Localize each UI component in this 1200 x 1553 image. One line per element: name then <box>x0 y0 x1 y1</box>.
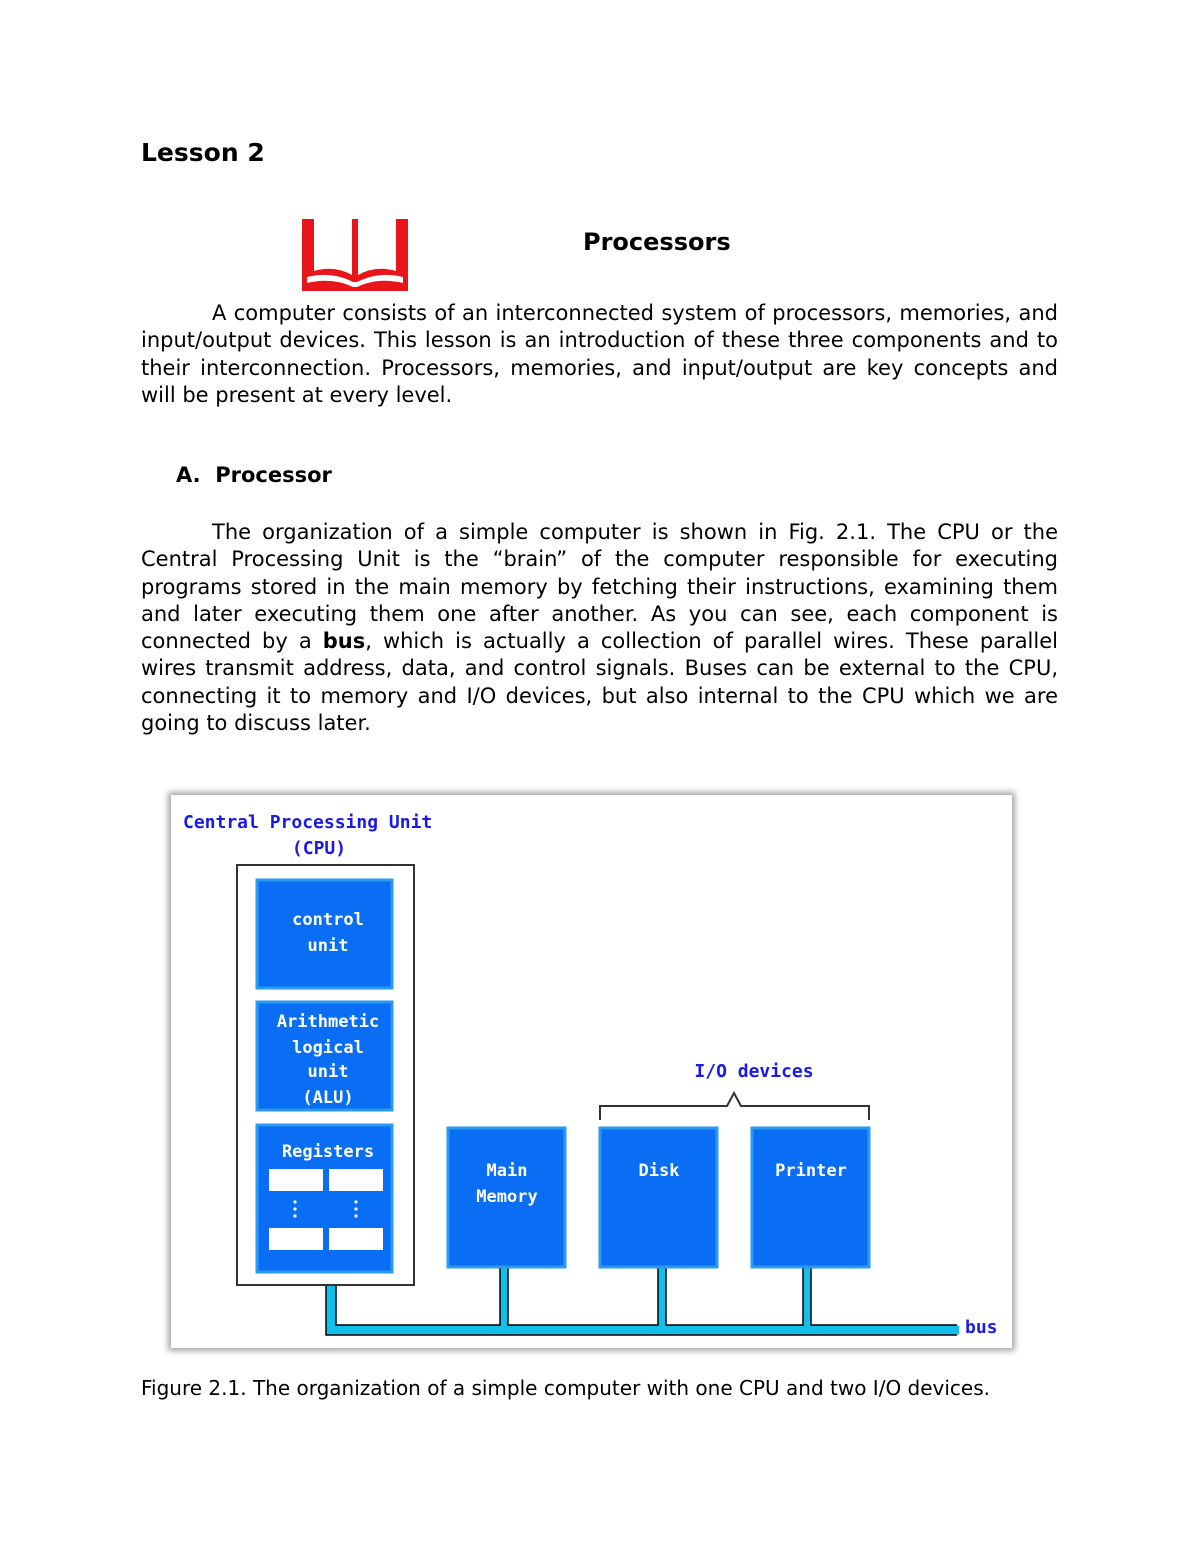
main-memory-line1: Main <box>486 1161 528 1181</box>
disk-box <box>600 1128 717 1267</box>
section-title: Processors <box>583 228 731 256</box>
control-unit-line1: control <box>292 910 364 930</box>
subsection-letter: A. <box>176 463 201 487</box>
alu-line4: (ALU) <box>302 1088 354 1108</box>
register-slot <box>329 1169 383 1191</box>
printer-label: Printer <box>775 1161 847 1181</box>
body-text-2: , which is actually a collection of parallel wires. These parallel wires transmit address, data, and control signals. Buses can be external to the CPU, connecting it to memory and I/O devices, but also internal to the CPU which we are going to discuss later. <box>141 629 1058 736</box>
bus-lines <box>331 1267 959 1330</box>
alu-line1: Arithmetic <box>276 1012 380 1032</box>
cpu-title-line1: Central Processing Unit <box>183 812 433 833</box>
bus-outline <box>326 1267 957 1335</box>
control-unit-box <box>257 880 392 988</box>
io-devices-label: I/O devices <box>694 1061 814 1082</box>
alu-line2: logical <box>292 1038 364 1058</box>
intro-text: A computer consists of an interconnected system of processors, memories, and input/output devices. This lesson is an introduction of these three components and to their interconnection. Processors, memories, and input/output are key concepts and will be present at every level. <box>141 301 1058 407</box>
main-memory-line2: Memory <box>476 1187 538 1207</box>
register-slot <box>269 1228 323 1250</box>
register-slot <box>269 1169 323 1191</box>
body-paragraph <box>141 519 1058 737</box>
alu-line3: unit <box>307 1062 349 1082</box>
cpu-title-line2: (CPU) <box>291 838 347 859</box>
registers-label: Registers <box>281 1142 375 1162</box>
bus-label: bus <box>965 1317 998 1338</box>
io-bracket <box>600 1093 869 1120</box>
control-unit-line2: unit <box>307 936 349 956</box>
lesson-label: Lesson 2 <box>141 138 265 167</box>
subsection-heading <box>176 463 332 487</box>
register-slot <box>329 1228 383 1250</box>
body-text-1: The organization of a simple computer is shown in Fig. 2.1. The CPU or the Central Processing Unit is the “brain” of the computer responsible for executing programs stored in the main memory by fetching their instructions, examining them and later executing them one after another. As you can see, each component is connected by a <box>141 520 1058 654</box>
figure-diagram <box>171 795 1012 1348</box>
printer-box <box>752 1128 869 1267</box>
disk-label: Disk <box>638 1161 680 1181</box>
intro-paragraph <box>141 300 1058 409</box>
subsection-title: Processor <box>215 463 332 487</box>
book-icon <box>302 209 408 291</box>
computer-organization-diagram <box>171 795 1012 1348</box>
bus-bold-term: bus <box>322 629 366 654</box>
figure-caption: Figure 2.1. The organization of a simple computer with one CPU and two I/O devices. <box>141 1376 991 1400</box>
